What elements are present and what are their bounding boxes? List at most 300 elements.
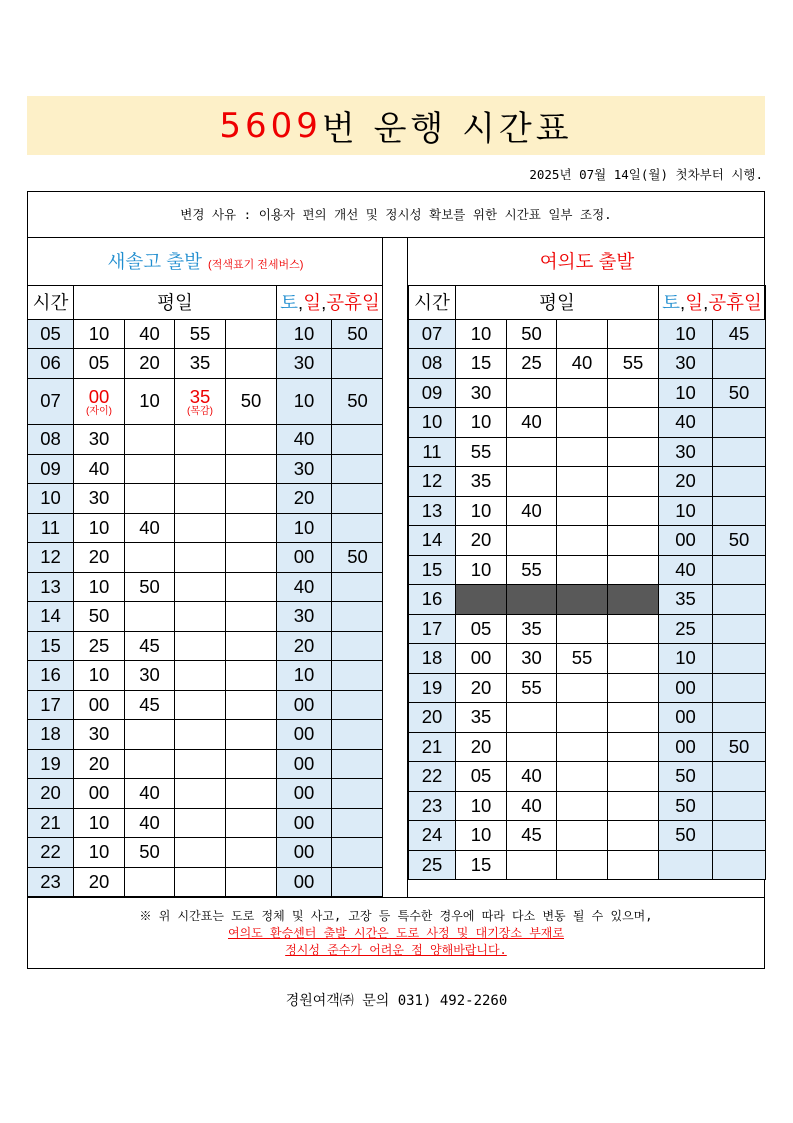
schedule-row <box>409 467 766 497</box>
weekday-minute-cell: 40 <box>507 496 557 526</box>
header-weekend <box>659 285 766 319</box>
weekday-minute-cell: 45 <box>125 631 175 661</box>
schedule-row <box>28 572 384 602</box>
weekday-minute-cell: 50 <box>125 572 175 602</box>
weekday-minute-cell <box>608 555 659 585</box>
weekend-minute-cell <box>713 467 766 497</box>
weekday-minute-cell: 50 <box>226 378 277 425</box>
weekday-minute-cell <box>507 850 557 880</box>
weekday-minute-cell <box>226 661 277 691</box>
weekday-minute-cell <box>557 585 608 615</box>
header-saturday: 토 <box>662 292 681 313</box>
weekday-minute-cell: 40 <box>74 454 125 484</box>
weekday-minute-cell <box>608 319 659 349</box>
weekday-minute-cell <box>226 319 277 349</box>
weekday-minute-cell: 40 <box>507 791 557 821</box>
weekend-minute-cell <box>332 720 384 750</box>
weekday-minute-cell <box>226 602 277 632</box>
weekday-minute-cell: 05 <box>456 762 507 792</box>
weekday-minute-cell: 05 <box>456 614 507 644</box>
weekday-minute-cell <box>557 673 608 703</box>
hour-cell: 15 <box>28 631 74 661</box>
hour-cell: 14 <box>28 602 74 632</box>
weekday-minute-cell <box>557 378 608 408</box>
hour-cell: 23 <box>409 791 456 821</box>
weekday-minute-cell <box>608 791 659 821</box>
weekend-minute-cell <box>713 850 766 880</box>
header-weekday: 평일 <box>456 285 659 319</box>
weekday-minute-cell: 10 <box>74 808 125 838</box>
weekday-minute-cell <box>125 454 175 484</box>
weekday-minute-cell <box>557 762 608 792</box>
schedule-row <box>409 732 766 762</box>
weekend-minute-cell: 40 <box>659 408 713 438</box>
weekday-minute-cell <box>125 867 175 897</box>
charter-note: (목감) <box>187 405 213 417</box>
weekend-minute-cell <box>713 349 766 379</box>
schedule-row <box>409 614 766 644</box>
schedule-row <box>28 720 384 750</box>
weekend-minute-cell: 25 <box>659 614 713 644</box>
weekday-minute-cell <box>507 526 557 556</box>
weekday-minute-cell <box>226 720 277 750</box>
weekday-minute-cell <box>557 319 608 349</box>
weekend-minute-cell: 00 <box>659 703 713 733</box>
schedule-row <box>409 791 766 821</box>
weekday-minute-cell: 35 <box>507 614 557 644</box>
hour-cell: 20 <box>28 779 74 809</box>
hour-cell: 16 <box>28 661 74 691</box>
weekend-minute-cell <box>332 572 384 602</box>
weekday-minute-cell: 05 <box>74 349 125 379</box>
weekend-minute-cell <box>332 349 384 379</box>
weekday-minute-cell <box>608 673 659 703</box>
schedule-row <box>409 526 766 556</box>
weekend-minute-cell: 10 <box>659 378 713 408</box>
weekday-minute-cell <box>175 631 226 661</box>
weekday-minute-cell <box>608 703 659 733</box>
weekend-minute-cell: 50 <box>659 762 713 792</box>
weekday-minute-cell: 30 <box>125 661 175 691</box>
hour-cell: 21 <box>28 808 74 838</box>
weekend-minute-cell: 00 <box>277 779 332 809</box>
hour-cell: 07 <box>409 319 456 349</box>
header-holiday: 공휴일 <box>708 292 762 313</box>
weekend-minute-cell: 00 <box>659 732 713 762</box>
weekday-minute-cell: 10 <box>74 319 125 349</box>
weekend-minute-cell <box>332 425 384 455</box>
weekend-minute-cell: 10 <box>277 319 332 349</box>
weekend-minute-cell <box>332 867 384 897</box>
weekend-minute-cell: 50 <box>713 732 766 762</box>
schedule-row <box>28 749 384 779</box>
hour-cell: 11 <box>28 513 74 543</box>
charter-note: (자이) <box>86 405 112 417</box>
weekday-minute-cell: 20 <box>456 732 507 762</box>
schedule-row <box>409 821 766 851</box>
weekend-minute-cell <box>713 821 766 851</box>
weekday-minute-cell <box>557 555 608 585</box>
weekday-minute-cell <box>175 425 226 455</box>
hour-cell: 15 <box>409 555 456 585</box>
weekday-minute-cell <box>608 614 659 644</box>
weekend-minute-cell: 00 <box>277 749 332 779</box>
schedule-row <box>409 319 766 349</box>
weekday-minute-cell: 45 <box>125 690 175 720</box>
weekday-minute-cell <box>608 644 659 674</box>
direction-row <box>28 238 384 285</box>
weekday-minute-cell: 10 <box>456 319 507 349</box>
weekday-minute-cell: 10 <box>456 821 507 851</box>
weekend-minute-cell <box>332 484 384 514</box>
direction-name: 새솔고 출발 <box>107 251 203 273</box>
weekday-minute-cell: 50 <box>125 838 175 868</box>
hour-cell: 23 <box>28 867 74 897</box>
weekday-minute-cell: 40 <box>125 779 175 809</box>
weekend-minute-cell <box>713 437 766 467</box>
weekday-minute-cell <box>557 437 608 467</box>
weekday-minute-cell <box>125 720 175 750</box>
direction-note: (적색표기 전세버스) <box>208 259 304 272</box>
hour-cell: 22 <box>28 838 74 868</box>
header-sep: , <box>703 292 709 313</box>
schedule-row <box>409 349 766 379</box>
weekday-minute-cell <box>125 749 175 779</box>
weekday-minute-cell <box>608 850 659 880</box>
schedule-row <box>28 319 384 349</box>
weekend-minute-cell <box>659 850 713 880</box>
schedule-row <box>409 408 766 438</box>
weekday-minute-cell: 30 <box>74 720 125 750</box>
weekend-minute-cell: 30 <box>659 349 713 379</box>
weekend-minute-cell: 45 <box>713 319 766 349</box>
weekday-minute-cell: 50 <box>507 319 557 349</box>
schedule-row <box>409 496 766 526</box>
weekday-minute-cell <box>125 543 175 573</box>
weekday-minute-cell: 25 <box>507 349 557 379</box>
weekend-minute-cell: 50 <box>713 378 766 408</box>
weekday-minute-cell <box>175 602 226 632</box>
header-hour: 시간 <box>28 285 74 319</box>
weekday-minute-cell <box>507 437 557 467</box>
weekday-minute-cell <box>507 467 557 497</box>
hour-cell: 24 <box>409 821 456 851</box>
weekend-minute-cell: 10 <box>659 496 713 526</box>
weekday-minute-cell: 40 <box>125 808 175 838</box>
weekday-minute-cell <box>175 661 226 691</box>
hour-cell: 12 <box>409 467 456 497</box>
weekday-minute-cell <box>507 378 557 408</box>
weekday-minute-cell: 20 <box>456 526 507 556</box>
header-weekday: 평일 <box>74 285 277 319</box>
schedule-row <box>28 661 384 691</box>
weekday-minute-cell <box>557 732 608 762</box>
weekday-minute-cell: 10 <box>456 791 507 821</box>
weekday-minute-cell <box>608 762 659 792</box>
hour-cell: 19 <box>409 673 456 703</box>
weekend-minute-cell: 40 <box>277 572 332 602</box>
weekend-minute-cell: 10 <box>277 661 332 691</box>
timetable-right <box>408 238 766 880</box>
hour-cell: 17 <box>409 614 456 644</box>
weekday-minute-cell <box>175 484 226 514</box>
hour-cell: 11 <box>409 437 456 467</box>
weekend-minute-cell: 40 <box>659 555 713 585</box>
weekend-minute-cell: 00 <box>277 808 332 838</box>
weekday-minute-cell <box>557 496 608 526</box>
hour-cell: 16 <box>409 585 456 615</box>
schedule-row <box>28 484 384 514</box>
weekend-minute-cell: 50 <box>713 526 766 556</box>
weekday-minute-cell <box>175 808 226 838</box>
weekday-minute-cell <box>557 791 608 821</box>
hour-cell: 20 <box>409 703 456 733</box>
hour-cell: 25 <box>409 850 456 880</box>
weekday-minute-cell: 35 <box>456 703 507 733</box>
route-number: 5609 <box>219 105 322 146</box>
weekday-minute-cell <box>226 349 277 379</box>
weekday-minute-cell: 10 <box>74 513 125 543</box>
weekend-minute-cell <box>332 838 384 868</box>
weekday-minute-cell <box>175 779 226 809</box>
weekday-minute-cell <box>608 378 659 408</box>
weekday-minute-cell <box>175 720 226 750</box>
weekday-minute-cell: 40 <box>125 513 175 543</box>
weekday-minute-cell: 20 <box>125 349 175 379</box>
weekday-minute-cell: 10 <box>125 378 175 425</box>
weekday-minute-cell <box>226 779 277 809</box>
weekday-minute-cell <box>226 572 277 602</box>
schedule-row <box>28 838 384 868</box>
weekday-minute-cell <box>608 496 659 526</box>
weekend-minute-cell: 50 <box>332 543 384 573</box>
weekday-minute-cell: 00 <box>74 690 125 720</box>
schedule-row <box>409 850 766 880</box>
weekday-minute-cell: 30 <box>74 425 125 455</box>
hour-cell: 08 <box>28 425 74 455</box>
schedule-row <box>28 690 384 720</box>
weekday-minute-cell: 55 <box>507 673 557 703</box>
weekend-minute-cell <box>713 496 766 526</box>
schedule-row <box>409 762 766 792</box>
weekday-minute-cell: 10 <box>456 496 507 526</box>
header-saturday: 토 <box>280 292 299 313</box>
weekday-minute-cell <box>226 484 277 514</box>
change-reason: 변경 사유 : 이용자 편의 개선 및 정시성 확보를 위한 시간표 일부 조정. <box>27 191 765 238</box>
weekday-minute-cell <box>175 513 226 543</box>
header-holiday: 공휴일 <box>326 292 380 313</box>
weekday-minute-cell: 10 <box>456 555 507 585</box>
schedule-row <box>409 437 766 467</box>
weekday-minute-cell: 55 <box>456 437 507 467</box>
weekend-minute-cell: 30 <box>277 454 332 484</box>
hour-cell: 22 <box>409 762 456 792</box>
hour-cell: 09 <box>28 454 74 484</box>
weekend-minute-cell: 10 <box>659 644 713 674</box>
footnote-line-2: 여의도 환승센터 출발 시간은 도로 사정 및 대기장소 부재로 <box>227 926 564 940</box>
header-sep: , <box>298 292 304 313</box>
weekend-minute-cell: 00 <box>277 543 332 573</box>
weekend-minute-cell <box>332 513 384 543</box>
weekday-minute-cell <box>125 425 175 455</box>
hour-cell: 06 <box>28 349 74 379</box>
weekday-minute-cell <box>507 732 557 762</box>
weekday-minute-cell: 35 <box>175 349 226 379</box>
weekday-minute-cell <box>175 543 226 573</box>
weekday-minute-cell <box>175 749 226 779</box>
direction-title <box>28 238 384 285</box>
weekend-minute-cell: 50 <box>332 378 384 425</box>
weekend-minute-cell <box>332 602 384 632</box>
schedule-row <box>28 808 384 838</box>
weekday-minute-cell <box>125 484 175 514</box>
weekend-minute-cell <box>332 808 384 838</box>
weekday-minute-cell <box>608 732 659 762</box>
weekday-minute-cell: 40 <box>507 408 557 438</box>
weekday-minute-cell: 10 <box>74 838 125 868</box>
weekend-minute-cell: 10 <box>659 319 713 349</box>
header-row <box>28 285 384 319</box>
weekday-minute-cell: 20 <box>74 867 125 897</box>
weekday-minute-cell: 45 <box>507 821 557 851</box>
weekday-minute-cell <box>226 808 277 838</box>
weekday-minute-cell <box>226 425 277 455</box>
weekend-minute-cell: 10 <box>277 378 332 425</box>
schedule-row <box>409 673 766 703</box>
weekday-minute-cell <box>608 526 659 556</box>
hour-cell: 10 <box>28 484 74 514</box>
weekend-minute-cell: 00 <box>659 526 713 556</box>
weekday-minute-cell <box>608 585 659 615</box>
direction-name: 여의도 출발 <box>539 251 635 273</box>
hour-cell: 18 <box>28 720 74 750</box>
weekend-minute-cell <box>713 791 766 821</box>
weekend-minute-cell <box>332 631 384 661</box>
weekday-minute-cell <box>175 572 226 602</box>
weekend-minute-cell <box>332 779 384 809</box>
schedule-row <box>28 513 384 543</box>
header-sep: , <box>321 292 327 313</box>
weekday-minute-cell <box>226 690 277 720</box>
weekday-minute-cell <box>226 838 277 868</box>
weekday-minute-cell: 55 <box>175 319 226 349</box>
weekday-minute-cell: 35 <box>456 467 507 497</box>
schedule-row <box>28 602 384 632</box>
weekday-minute-cell <box>74 378 125 425</box>
direction-title <box>409 238 766 285</box>
weekday-minute-cell: 15 <box>456 349 507 379</box>
weekday-minute-cell <box>175 838 226 868</box>
schedule-row <box>28 779 384 809</box>
header-sunday: 일 <box>685 292 704 313</box>
weekend-minute-cell: 35 <box>659 585 713 615</box>
weekend-minute-cell: 20 <box>659 467 713 497</box>
weekday-minute-cell: 25 <box>74 631 125 661</box>
hour-cell: 18 <box>409 644 456 674</box>
schedule-row <box>409 703 766 733</box>
schedule-row <box>28 454 384 484</box>
weekend-minute-cell: 30 <box>277 602 332 632</box>
schedule-row <box>28 425 384 455</box>
weekend-minute-cell <box>332 454 384 484</box>
weekend-minute-cell: 30 <box>277 349 332 379</box>
hour-cell: 12 <box>28 543 74 573</box>
weekday-minute-cell: 15 <box>456 850 507 880</box>
weekday-minute-cell: 30 <box>74 484 125 514</box>
weekend-minute-cell <box>713 614 766 644</box>
weekend-minute-cell <box>713 644 766 674</box>
weekend-minute-cell: 20 <box>277 484 332 514</box>
weekday-minute-cell <box>175 378 226 425</box>
effective-date: 2025년 07월 14일(월) 첫차부터 시행. <box>529 167 763 182</box>
schedule-row <box>409 555 766 585</box>
weekend-minute-cell <box>713 555 766 585</box>
direction-row <box>409 238 766 285</box>
schedule-row <box>28 378 384 425</box>
weekday-minute-cell <box>507 703 557 733</box>
weekday-minute-cell <box>608 437 659 467</box>
header-sunday: 일 <box>303 292 322 313</box>
weekend-minute-cell <box>332 690 384 720</box>
schedule-row <box>409 378 766 408</box>
column-divider <box>382 238 408 897</box>
weekend-minute-cell: 50 <box>332 319 384 349</box>
hour-cell: 21 <box>409 732 456 762</box>
weekday-minute-cell: 55 <box>507 555 557 585</box>
charter-minute: 35 <box>189 385 211 407</box>
company-contact: 경원여객㈜ 문의 031) 492-2260 <box>285 993 508 1009</box>
hour-cell: 13 <box>28 572 74 602</box>
weekend-minute-cell <box>332 661 384 691</box>
hour-cell: 07 <box>28 378 74 425</box>
weekend-minute-cell: 50 <box>659 791 713 821</box>
weekday-minute-cell <box>557 850 608 880</box>
weekday-minute-cell <box>557 703 608 733</box>
weekday-minute-cell <box>557 614 608 644</box>
weekday-minute-cell <box>226 749 277 779</box>
weekday-minute-cell <box>608 821 659 851</box>
weekday-minute-cell <box>608 467 659 497</box>
weekend-minute-cell: 00 <box>277 690 332 720</box>
footnote-line-1: ※ 위 시간표는 도로 정체 및 사고, 고장 등 특수한 경우에 따라 다소 변동 될 수 있으며, <box>139 909 653 923</box>
schedule-row <box>28 349 384 379</box>
weekday-minute-cell <box>226 543 277 573</box>
weekend-minute-cell: 20 <box>277 631 332 661</box>
weekday-minute-cell <box>557 526 608 556</box>
weekday-minute-cell <box>226 867 277 897</box>
weekday-minute-cell: 50 <box>74 602 125 632</box>
weekday-minute-cell <box>507 585 557 615</box>
weekday-minute-cell: 20 <box>74 749 125 779</box>
weekday-minute-cell <box>456 585 507 615</box>
hour-cell: 05 <box>28 319 74 349</box>
hour-cell: 10 <box>409 408 456 438</box>
weekday-minute-cell: 40 <box>507 762 557 792</box>
header-row <box>409 285 766 319</box>
weekday-minute-cell: 20 <box>74 543 125 573</box>
weekday-minute-cell <box>226 454 277 484</box>
weekday-minute-cell: 10 <box>456 408 507 438</box>
weekend-minute-cell: 00 <box>659 673 713 703</box>
schedule-row <box>28 543 384 573</box>
schedule-row <box>28 867 384 897</box>
weekday-minute-cell: 10 <box>74 661 125 691</box>
weekday-minute-cell: 10 <box>74 572 125 602</box>
schedule-row <box>28 631 384 661</box>
footnote <box>27 897 765 969</box>
weekend-minute-cell: 00 <box>277 867 332 897</box>
weekday-minute-cell: 30 <box>456 378 507 408</box>
